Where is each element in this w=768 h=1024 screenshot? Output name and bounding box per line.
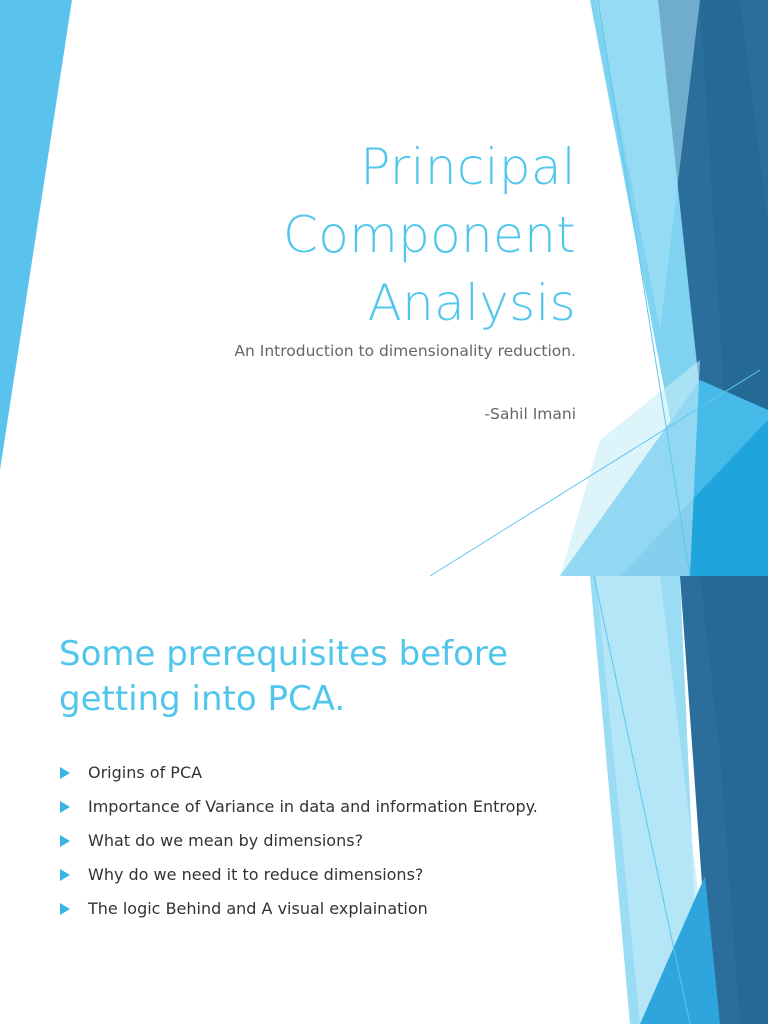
bullet-text: Importance of Variance in data and information Entropy. bbox=[88, 797, 538, 816]
bullet-item bbox=[59, 762, 538, 796]
heading-line: Some prerequisites before bbox=[59, 634, 509, 674]
author-name: -Sahil Imani bbox=[484, 405, 576, 423]
bullet-item bbox=[59, 898, 538, 932]
bullet-list bbox=[59, 762, 538, 932]
slide-subtitle: An Introduction to dimensionality reduction. bbox=[234, 342, 576, 360]
bullet-text: Origins of PCA bbox=[88, 763, 203, 782]
bullet-text: The logic Behind and A visual explaination bbox=[88, 899, 428, 918]
triangle-bullet-icon bbox=[60, 801, 70, 813]
heading-line: getting into PCA. bbox=[59, 679, 346, 719]
slide-heading bbox=[59, 632, 508, 722]
triangle-bullet-icon bbox=[60, 869, 70, 881]
title-line: Component bbox=[283, 206, 576, 264]
triangle-bullet-icon bbox=[60, 767, 70, 779]
content-slide bbox=[0, 576, 768, 1024]
bullet-item bbox=[59, 864, 538, 898]
triangle-bullet-icon bbox=[60, 835, 70, 847]
title-line: Principal bbox=[360, 138, 576, 196]
bullet-text: What do we mean by dimensions? bbox=[88, 831, 364, 850]
triangle-bullet-icon bbox=[60, 903, 70, 915]
pale-triangle-shape bbox=[560, 360, 700, 576]
bullet-item bbox=[59, 796, 538, 830]
left-triangle-shape bbox=[0, 0, 72, 470]
slide-title bbox=[283, 133, 576, 337]
title-line: Analysis bbox=[367, 274, 576, 332]
bullet-item bbox=[59, 830, 538, 864]
bullet-text: Why do we need it to reduce dimensions? bbox=[88, 865, 424, 884]
